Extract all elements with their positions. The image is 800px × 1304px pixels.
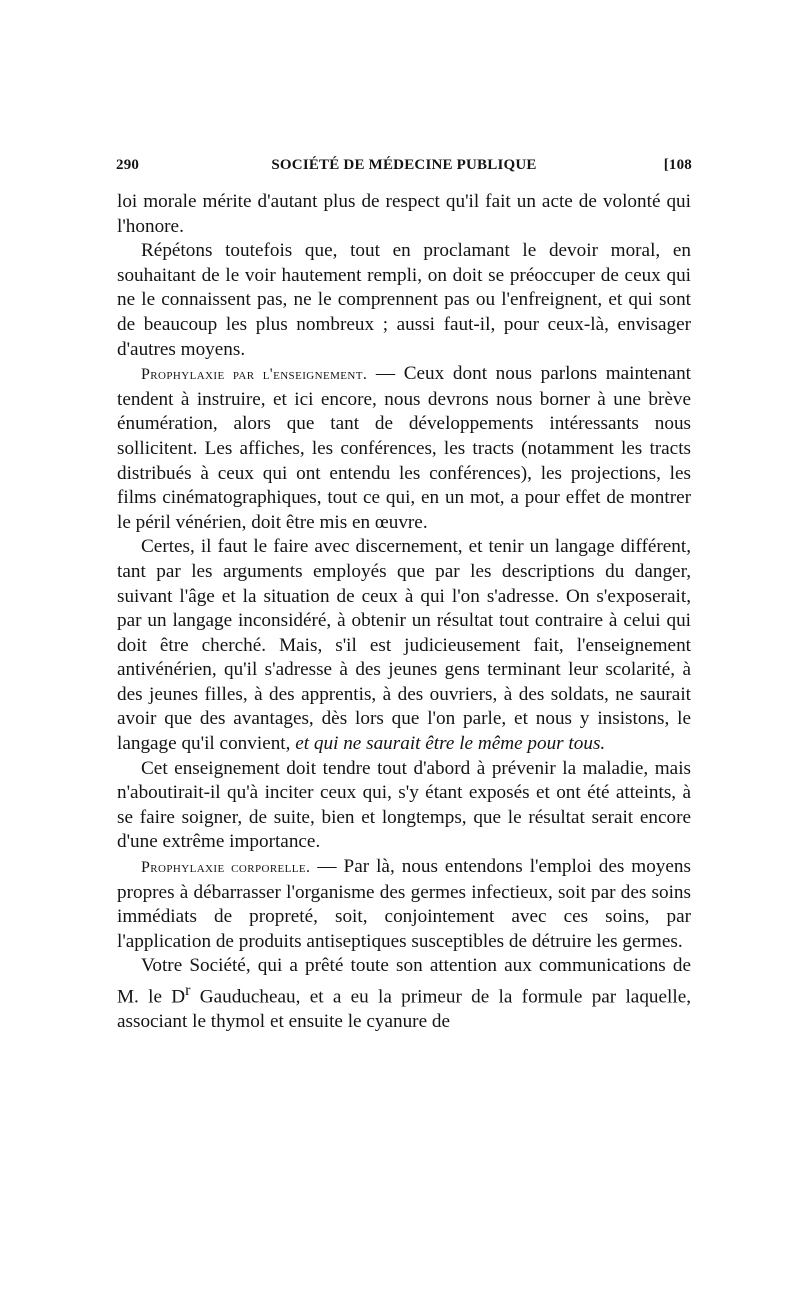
paragraph-prevenir: Cet enseignement doit tendre tout d'abord à prévenir la maladie, mais n'aboutirait-il qu'à inciter ceux qui, s'y étant exposés et ont été atteints, à se faire soigner, de suite, bien et longtemps, que le résultat serait encore d'une extrême importance. <box>117 757 691 853</box>
paragraph-text: — Par là, nous entendons l'emploi des moyens propres à débarrasser l'organisme des germes infectieux, soit par des soins immédiats de propreté, soit, conjointement avec ces soins, par l'application de produits antiseptiques susceptibles de détruire les germes. <box>117 856 691 952</box>
paragraph-text: — Ceux dont nous parlons maintenant tendent à instruire, et ici encore, nous devrons nous borner à une brève énumération, alors que tant de développements intéressants nous sollicitent. Les affiches, les conférences, les tracts (notamment les tracts distribués à ceux qui ont entendu les conférences), les projections, les films cinématographiques, tout ce qui, en un mot, a pour effet de montrer le péril vénérien, doit être mis en œuvre. <box>117 363 691 533</box>
paragraph-text: Votre Société, qui a prêté toute son attention aux communications de M. le D <box>117 955 691 1008</box>
section-ref: [108 <box>663 157 692 173</box>
running-header <box>116 157 692 181</box>
section-heading-corporelle: Prophylaxie corporelle. <box>141 859 311 877</box>
paragraph-corporelle <box>117 855 691 954</box>
page-number: 290 <box>116 157 140 173</box>
paragraph-devoir-moral: Répétons toutefois que, tout en proclamant le devoir moral, en souhaitant de le voir hautement rempli, on doit se préoccuper de ceux qui ne le connaissent pas, ne le comprennent pas ou l'enfreignent, et qui sont de beaucoup les plus nombreux ; aussi faut-il, pour ceux-là, envisager d'autres moyens. <box>117 240 691 360</box>
running-title: SOCIÉTÉ DE MÉDECINE PUBLIQUE <box>271 157 537 173</box>
paragraph-continuation: loi morale mérite d'autant plus de respect qu'il fait un acte de volonté qui l'honore. <box>117 191 691 237</box>
superscript: r <box>185 982 191 999</box>
italic-emphasis: et qui ne saurait être le même pour tous. <box>295 733 606 755</box>
section-heading-enseignement: Prophylaxie par l'enseignement. <box>141 366 368 384</box>
paragraph-text: Certes, il faut le faire avec discernement, et tenir un langage différent, tant par les arguments employés que par les descriptions du danger, suivant l'âge et la situation de ceux à qui l'on s'adresse. On s'exposerait, par un langage inconsidéré, à obtenir un résultat tout contraire à celui qui doit être cherché. Mais, s'il est judicieusement fait, l'enseignement antivénérien, qu'il s'adresse à des jeunes gens terminant leur scolarité, à des jeunes filles, à des apprentis, à des ouvriers, à des soldats, ne saurait avoir que des avantages, dès lors que l'on parle, et nous y insistons, le langage qu'il convient, <box>117 536 691 755</box>
paragraph-discernement <box>117 535 691 756</box>
paragraph-text: Gauducheau, et a eu la primeur de la formule par laquelle, associant le thymol et ensuite le cyanure de <box>117 986 692 1032</box>
paragraph-enseignement <box>117 362 691 535</box>
page-body <box>117 190 691 1035</box>
paragraph-gauducheau <box>117 954 691 1034</box>
